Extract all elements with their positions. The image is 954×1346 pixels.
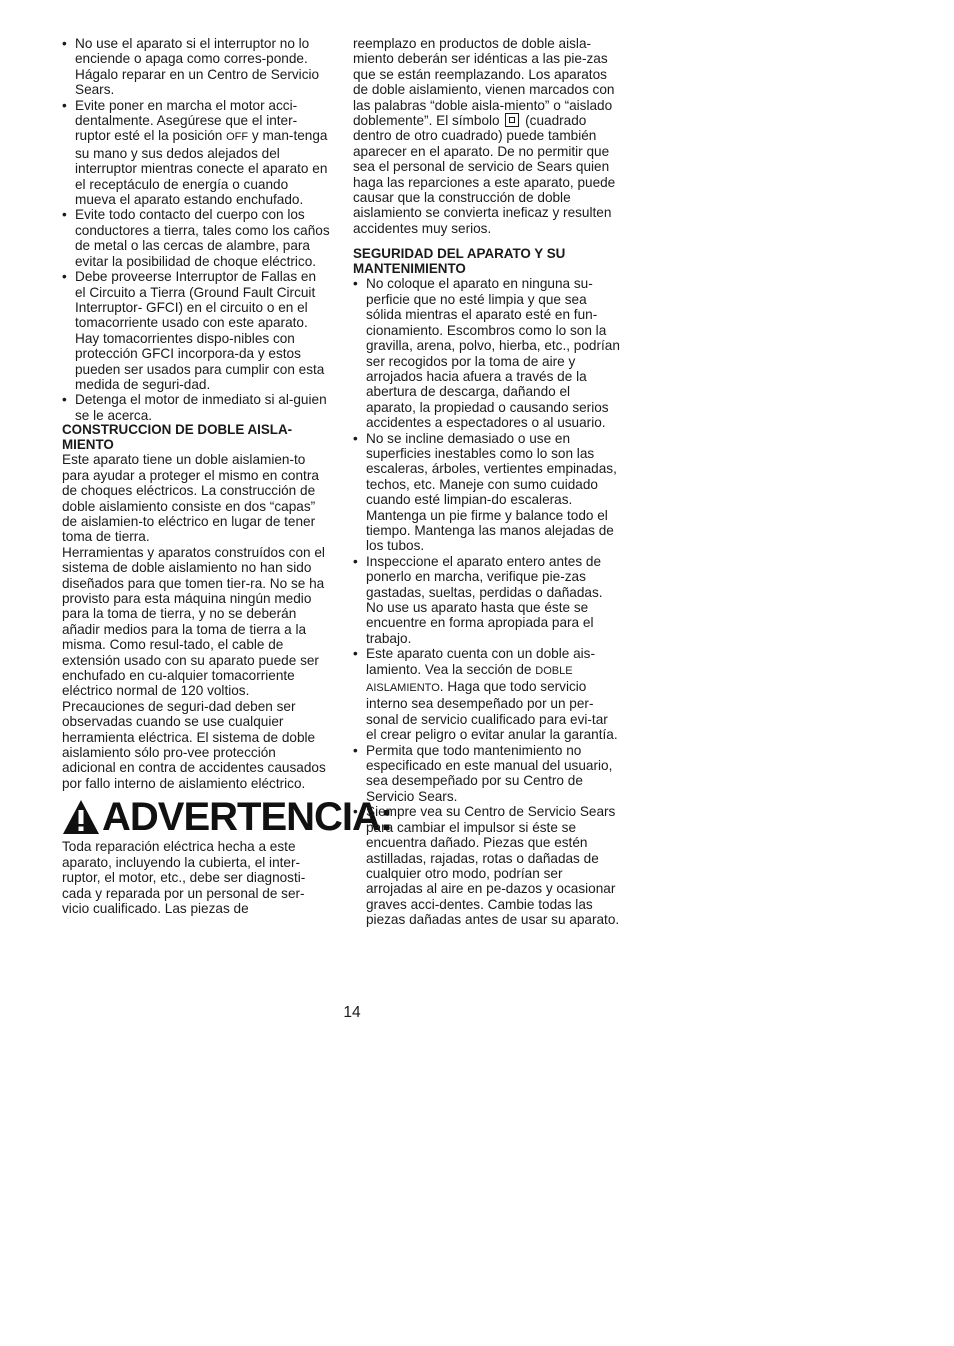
- list-item: • Permita que todo mantenimiento no especificado en este manual del usuario, sea desempeñado por su Centro de Servicio Sears.: [353, 743, 621, 805]
- warning-text: Toda reparación eléctrica hecha a este aparato, incluyendo la cubierta, el inter-ruptor, el motor, etc., debe ser diagnosti-cada y reparada por un personal de ser-vicio cualificado. Las piezas de: [62, 839, 306, 916]
- list-item-text: . Haga que todo servicio interno sea desempeñado por un per-sonal de servicio cualificado para evi-tar el crear peligro o evitar anular la garantía.: [366, 679, 618, 743]
- right-column: [353, 36, 621, 928]
- list-item: • No use el aparato si el interruptor no lo enciende o apaga como corres-ponde. Hágalo reparar en un Centro de Servicio Sears.: [62, 36, 330, 98]
- list-item: • No coloque el aparato en ninguna su-perficie que no esté limpia y que sea sólida mientras el aparato esté en fun-cionamiento. Escombros como lo son la gravilla, arena, polvo, hierba, etc., podrían ser recogidos por la toma de aire y arrojados hacia afuera a través de la abertura de descarga, dañando el aparato, la propiedad o causando serios accidentes a espectadores o al usuario.: [353, 276, 621, 430]
- safety-maintenance-heading: SEGURIDAD DEL APARATO Y SU MANTENIMIENTO: [353, 246, 566, 276]
- continuation-text: reemplazo en productos de doble aisla-miento deberán ser idénticas a las pie-zas que se están reemplazando. Los aparatos de doble aislamiento, vienen marcados con las palabras “doble aisla-miento” o “aislado doblemente”. El símbolo: [353, 36, 615, 129]
- warning-heading: [62, 795, 393, 840]
- list-item: • Evite todo contacto del cuerpo con los conductores a tierra, tales como los caños de metal o las cercas de alambre, para evitar la posibilidad de choque eléctrico.: [62, 207, 330, 269]
- list-item: • Siempre vea su Centro de Servicio Sears para cambiar el impulsor si éste se encuentra dañado. Piezas que estén astilladas, rajadas, rotas o dañadas de cualquier otro modo, podrían ser arrojadas al aire en pe-dazos y ocasionar graves acci-dentes. Cambie todas las piezas dañadas antes de usar su aparato.: [353, 804, 621, 927]
- switch-position-label: OFF: [226, 131, 249, 144]
- left-column: [62, 36, 393, 916]
- warning-triangle-icon: [62, 799, 100, 835]
- page-number: 14: [343, 1004, 361, 1021]
- safety-maintenance-list: [353, 276, 621, 927]
- list-item-text: y man-tenga su mano y sus dedos alejados del interruptor mientras conecte el aparato en el receptáculo de energía o cuando mueva el aparato estando enchufado.: [75, 128, 328, 208]
- continuation-text: (cuadrado dentro de otro cuadrado) puede también aparecer en el aparato. De no permitir que sea el personal de servicio de Sears quien haga las reparciones a este aparato, puede causar que la construcción de doble aislamiento se convierta ineficaz y resulten accidentes muy serios.: [353, 113, 616, 236]
- list-item-text: Este aparato cuenta con un doble ais-lamiento. Vea la sección de: [366, 646, 595, 677]
- list-item: • Debe proveerse Interruptor de Fallas en el Circuito a Tierra (Ground Fault Circuit Interruptor- GFCI) en el circuito o en el tomacorriente usado con este aparato. Hay tomacorrientes dispo-nibles con protección GFCI incorpora-da y estos pueden ser usados para cumplir con esta medida de seguri-dad.: [62, 269, 330, 392]
- section-reference: DOBLE AISLAMIENTO: [366, 664, 573, 695]
- electrical-safety-list: [62, 36, 330, 423]
- list-item: [62, 98, 330, 208]
- list-item: • No se incline demasiado o use en superficies inestables como lo son las escaleras, árboles, vertientes empinadas, techos, etc. Maneje con sumo cuidado cuando esté limpian-do escaleras. Mantenga un pie firme y balance todo el tiempo. Mantenga las manos alejadas de los tubos.: [353, 431, 621, 554]
- double-insulation-paragraph-2: Herramientas y aparatos construídos con el sistema de doble aislamiento no han sido diseñados para que tomen tier-ra. No se ha provisto para esta máquina ningún medio para la toma de tierra, y no se deberán añadir medios para la toma de tierra a la misma. Como resul-tado, el cable de extensión usado con su aparato puede ser enchufado en cu-alquier tomacorriente eléctrico normal de 120 voltios. Precauciones de seguri-dad deben ser observadas cuando se use cualquier herramienta eléctrica. El sistema de doble aislamiento sólo pro-vee protección adicional en contra de accidentes causados por fallo interno de aislamiento eléctrico.: [62, 544, 326, 791]
- double-insulation-paragraph: Este aparato tiene un doble aislamien-to para ayudar a proteger el mismo en contra de choques eléctricos. La construcción de doble aislamiento consiste en dos “capas” de aislamien-to eléctrico en lugar de tener toma de tierra.: [62, 452, 319, 545]
- double-square-icon: [505, 113, 519, 127]
- double-insulation-continuation: [353, 36, 621, 236]
- list-item: • Detenga el motor de inmediato si al-guien se le acerca.: [62, 392, 330, 423]
- list-item: [353, 646, 621, 742]
- list-item: • Inspeccione el aparato entero antes de ponerlo en marcha, verifique pie-zas gastadas, sueltas, perdidas o dañadas. No use us aparato hasta que éste se encuentre en forma apropiada para el trabajo.: [353, 554, 621, 646]
- double-insulation-heading: CONSTRUCCION DE DOBLE AISLA-MIENTO: [62, 422, 293, 452]
- warning-title: ADVERTENCIA:: [102, 795, 393, 840]
- list-item-text: Evite poner en marcha el motor acci-dentalmente. Asegúrese que el inter-ruptor esté el la posición: [75, 97, 298, 144]
